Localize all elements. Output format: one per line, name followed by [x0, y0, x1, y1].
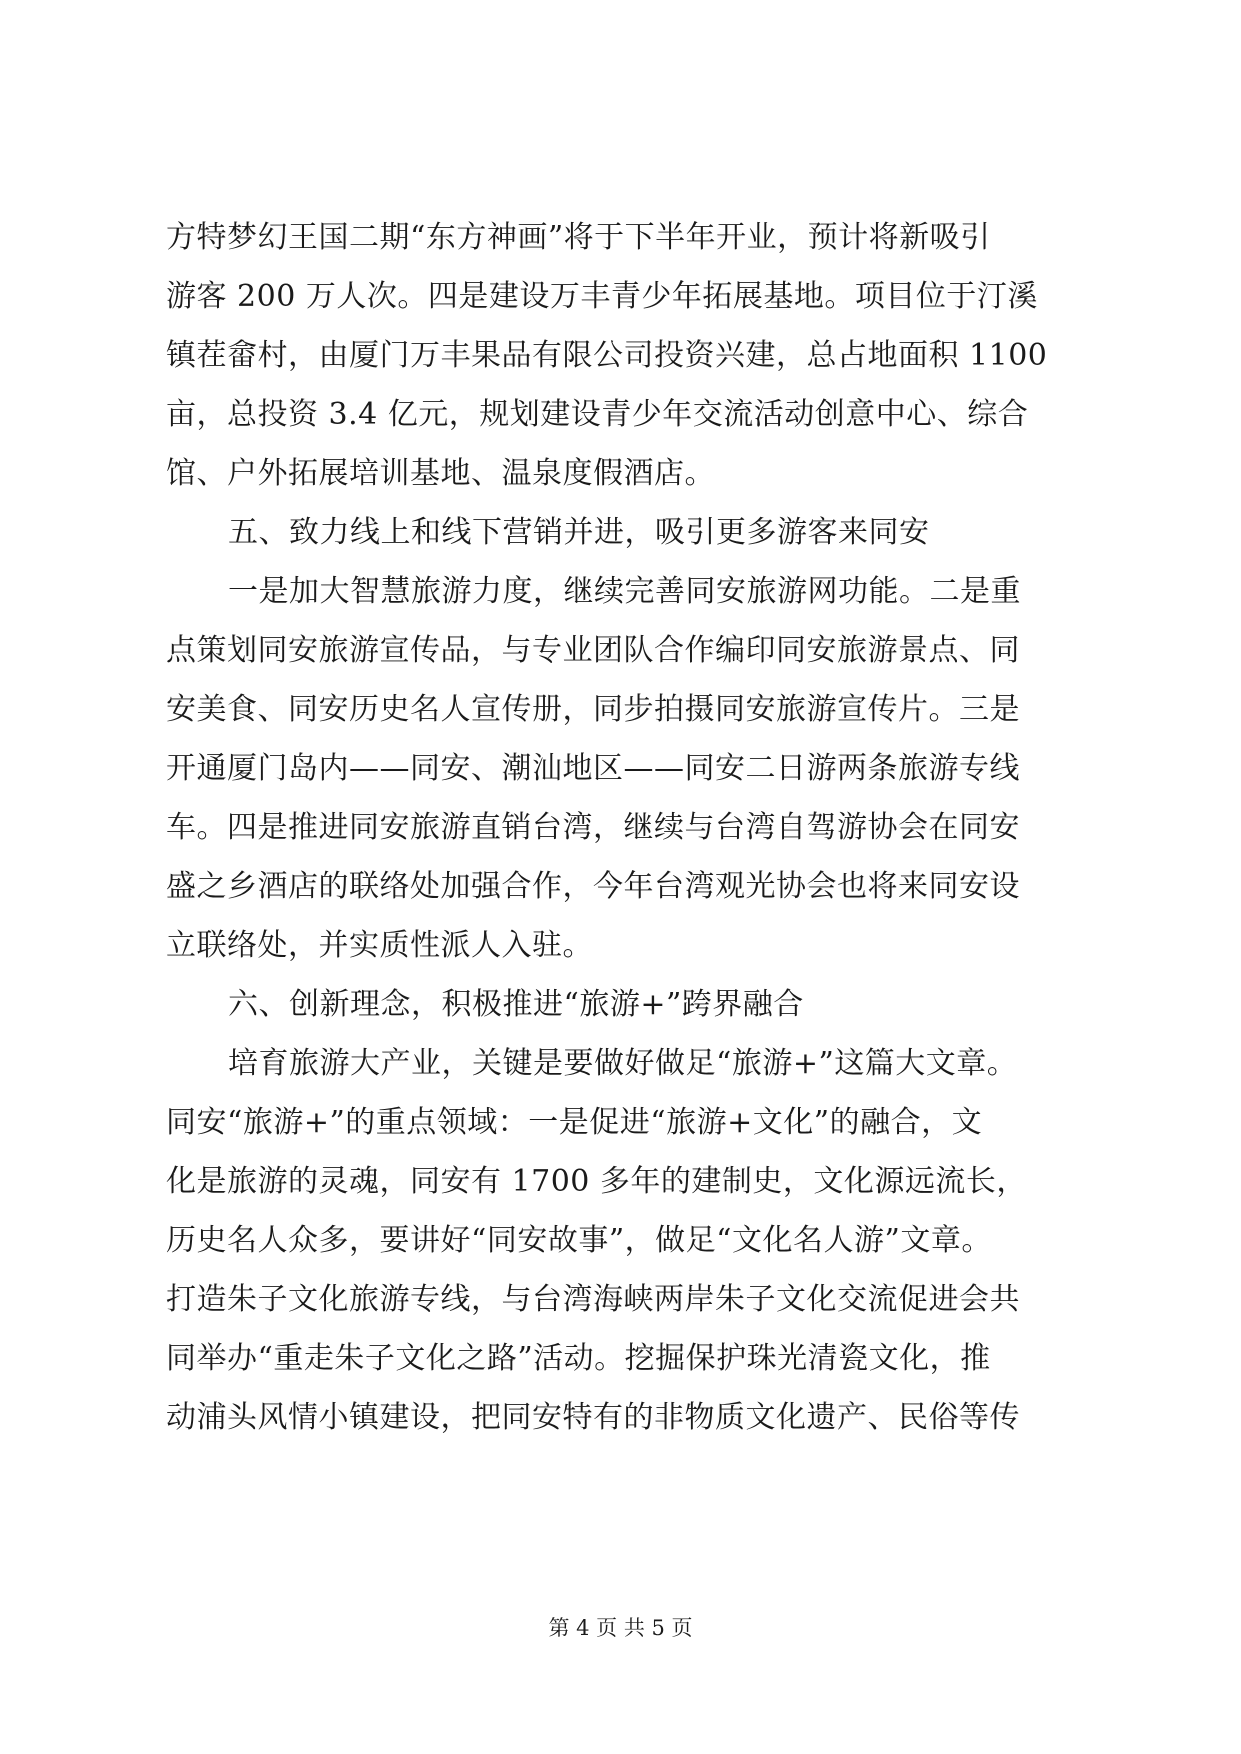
text-line: 安美食、同安历史名人宣传册，同步拍摄同安旅游宣传片。三是 [166, 692, 1020, 727]
text-line: 镇茬畲村，由厦门万丰果品有限公司投资兴建，总占地面积 1100 [166, 338, 1048, 373]
text-line: 历史名人众多，要讲好“同安故事”，做足“文化名人游”文章。 [166, 1223, 992, 1258]
text-line: 游客 200 万人次。四是建设万丰青少年拓展基地。项目位于汀溪 [166, 279, 1038, 314]
text-line: 开通厦门岛内——同安、潮汕地区——同安二日游两条旅游专线 [166, 751, 1020, 786]
text-line: 同举办“重走朱子文化之路”活动。挖掘保护珠光清瓷文化，推 [166, 1341, 991, 1376]
text-line: 馆、户外拓展培训基地、温泉度假酒店。 [166, 456, 715, 491]
text-line: 立联络处，并实质性派人入驻。 [166, 928, 593, 963]
text-line: 化是旅游的灵魂，同安有 1700 多年的建制史，文化源远流长， [166, 1164, 1027, 1199]
section-heading-six: 六、创新理念，积极推进“旅游+”跨界融合 [228, 987, 804, 1022]
text-line: 方特梦幻王国二期“东方神画”将于下半年开业，预计将新吸引 [166, 220, 991, 255]
text-line: 培育旅游大产业，关键是要做好做足“旅游+”这篇大文章。 [228, 1046, 1018, 1081]
text-line: 同安“旅游+”的重点领域：一是促进“旅游+文化”的融合，文 [166, 1105, 983, 1140]
body-text [166, 208, 1086, 1447]
section-heading-five: 五、致力线上和线下营销并进，吸引更多游客来同安 [228, 515, 930, 550]
text-line: 打造朱子文化旅游专线，与台湾海峡两岸朱子文化交流促进会共 [166, 1282, 1020, 1317]
text-line: 车。四是推进同安旅游直销台湾，继续与台湾自驾游协会在同安 [166, 810, 1020, 845]
text-line: 一是加大智慧旅游力度，继续完善同安旅游网功能。二是重 [228, 574, 1021, 609]
text-line: 动浦头风情小镇建设，把同安特有的非物质文化遗产、民俗等传 [166, 1400, 1020, 1435]
page-number-footer: 第 4 页 共 5 页 [548, 1616, 693, 1640]
text-line: 亩，总投资 3.4 亿元，规划建设青少年交流活动创意中心、综合 [166, 397, 1029, 432]
text-line: 点策划同安旅游宣传品，与专业团队合作编印同安旅游景点、同 [166, 633, 1020, 668]
text-line: 盛之乡酒店的联络处加强合作，今年台湾观光协会也将来同安设 [166, 869, 1020, 904]
